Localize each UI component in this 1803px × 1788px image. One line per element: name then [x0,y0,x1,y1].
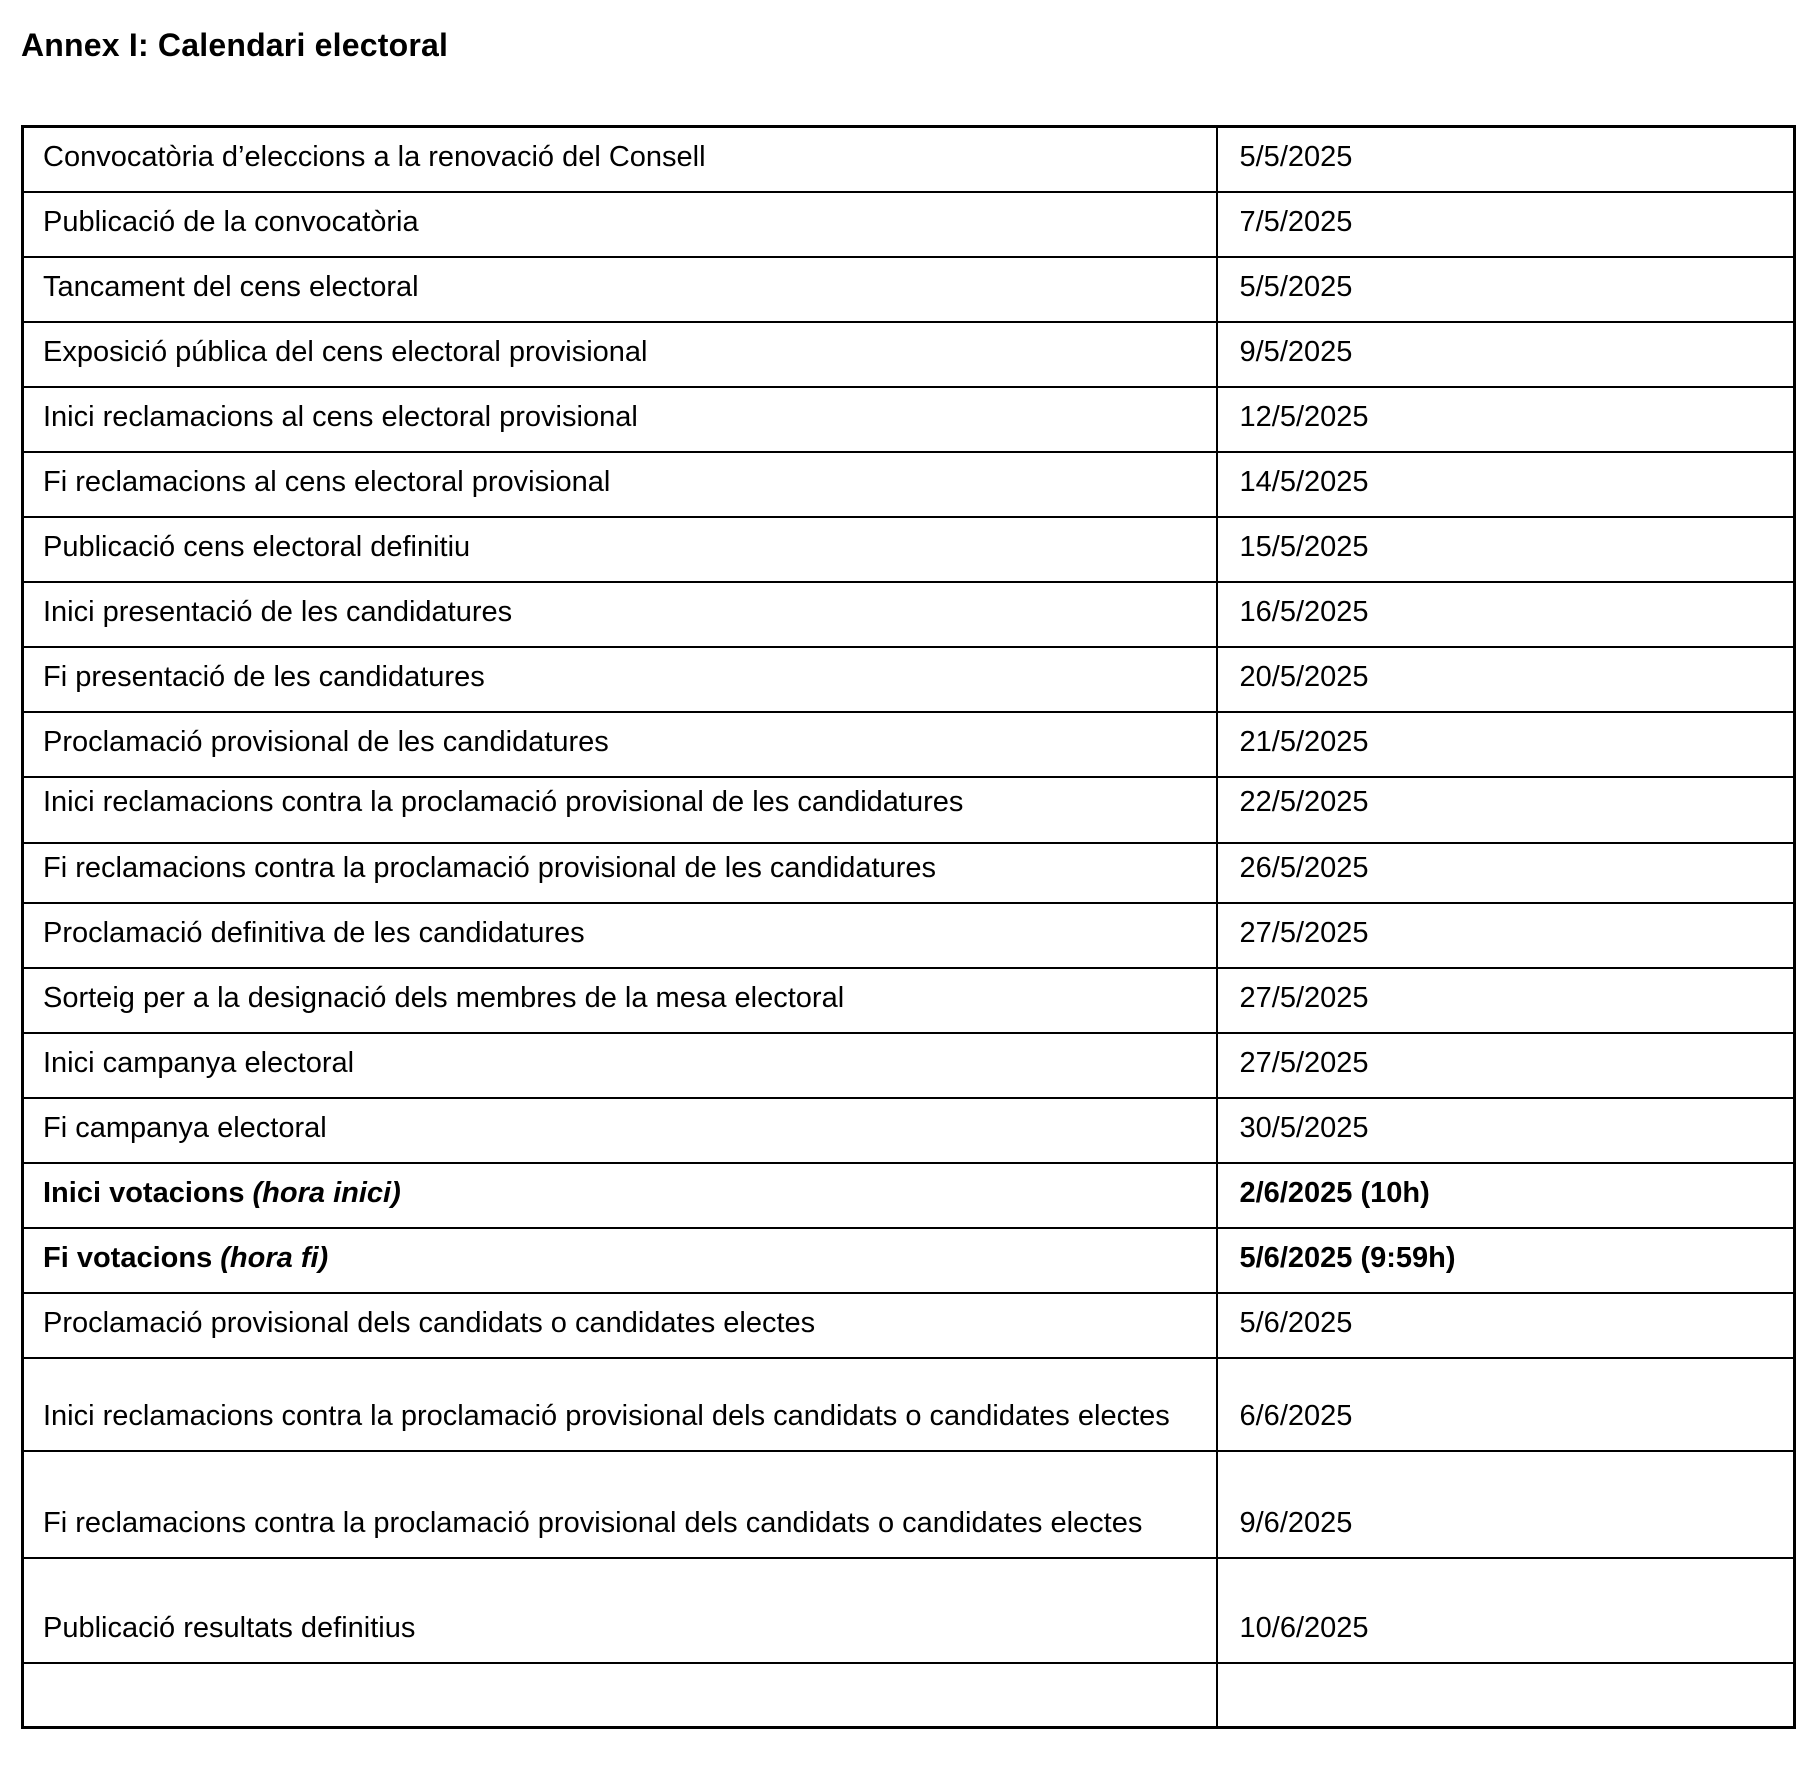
date-value: 9/6/2025 [1239,1506,1353,1539]
table-row [23,127,1795,192]
date-value: 7/5/2025 [1239,205,1353,238]
event-cell [23,127,1217,192]
event-cell [23,257,1217,322]
date-cell [1217,1663,1795,1728]
date-value: 9/5/2025 [1239,335,1353,368]
event-cell [23,1358,1217,1451]
table-row [23,452,1795,517]
table-row [23,647,1795,712]
table-row [23,257,1795,322]
event-cell [23,1098,1217,1163]
event-cell [23,517,1217,582]
date-value: 5/6/2025 (9:59h) [1239,1241,1456,1274]
table-row [23,192,1795,257]
event-label: Fi reclamacions contra la proclamació provisional de les candidatures [43,851,936,884]
date-cell [1217,452,1795,517]
table-row [23,1098,1795,1163]
event-cell [23,843,1217,903]
date-value: 5/5/2025 [1239,140,1353,173]
event-cell [23,582,1217,647]
date-value: 6/6/2025 [1239,1399,1353,1432]
date-cell [1217,1228,1795,1293]
event-label: Proclamació definitiva de les candidatures [43,916,585,949]
date-value: 12/5/2025 [1239,400,1369,433]
table-row [23,968,1795,1033]
table-row [23,712,1795,777]
date-cell [1217,903,1795,968]
table-row [23,1451,1795,1558]
date-cell [1217,387,1795,452]
event-cell [23,777,1217,843]
event-label: Inici votacions [43,1176,245,1209]
event-label: Fi votacions [43,1241,213,1274]
date-cell [1217,1033,1795,1098]
date-value: 10/6/2025 [1239,1611,1369,1644]
date-value: 27/5/2025 [1239,1046,1369,1079]
event-label: Inici presentació de les candidatures [43,595,513,628]
date-cell [1217,1098,1795,1163]
date-value: 2/6/2025 (10h) [1239,1176,1430,1209]
date-value: 30/5/2025 [1239,1111,1369,1144]
date-cell [1217,192,1795,257]
date-value: 20/5/2025 [1239,660,1369,693]
date-value: 21/5/2025 [1239,725,1369,758]
event-cell [23,1293,1217,1358]
date-cell [1217,257,1795,322]
event-cell [23,712,1217,777]
event-cell [23,1163,1217,1228]
date-cell [1217,712,1795,777]
event-label: Fi reclamacions al cens electoral provisional [43,465,611,498]
event-label: Inici reclamacions contra la proclamació provisional de les candidatures [43,785,964,818]
date-value: 22/5/2025 [1239,785,1369,818]
table-row [23,582,1795,647]
date-value: 26/5/2025 [1239,851,1369,884]
date-cell [1217,1358,1795,1451]
table-row [23,387,1795,452]
table-row [23,1293,1795,1358]
event-label: Proclamació provisional de les candidatures [43,725,609,758]
table-row [23,903,1795,968]
date-cell [1217,1451,1795,1558]
event-label: Inici campanya electoral [43,1046,355,1079]
table-row [23,1163,1795,1228]
event-label-italic: (hora fi) [220,1241,329,1274]
event-label: Tancament del cens electoral [43,270,419,303]
event-label: Publicació resultats definitius [43,1611,416,1644]
table-row [23,777,1795,843]
date-value: 5/5/2025 [1239,270,1353,303]
date-value: 15/5/2025 [1239,530,1369,563]
event-label-italic: (hora inici) [252,1176,401,1209]
event-cell [23,387,1217,452]
event-label: Convocatòria d’eleccions a la renovació del Consell [43,140,706,173]
table-row [23,1228,1795,1293]
event-cell [23,903,1217,968]
table-row [23,1663,1795,1728]
event-label: Inici reclamacions al cens electoral provisional [43,400,638,433]
event-label: Fi presentació de les candidatures [43,660,485,693]
date-cell [1217,968,1795,1033]
event-label: Sorteig per a la designació dels membres de la mesa electoral [43,981,845,1014]
table-row [23,1358,1795,1451]
date-value: 27/5/2025 [1239,981,1369,1014]
event-cell [23,1558,1217,1663]
date-cell [1217,843,1795,903]
event-cell [23,192,1217,257]
event-label: Fi campanya electoral [43,1111,327,1144]
table-row [23,322,1795,387]
event-cell [23,1228,1217,1293]
event-label: Proclamació provisional dels candidats o candidates electes [43,1306,816,1339]
page-title: Annex I: Calendari electoral [21,27,449,63]
date-cell [1217,1163,1795,1228]
table-row [23,843,1795,903]
date-cell [1217,777,1795,843]
table-row [23,517,1795,582]
table-row [23,1558,1795,1663]
event-cell [23,1033,1217,1098]
event-cell [23,968,1217,1033]
event-cell [23,1663,1217,1728]
date-cell [1217,647,1795,712]
date-cell [1217,1293,1795,1358]
event-label: Fi reclamacions contra la proclamació provisional dels candidats o candidates electes [43,1506,1143,1539]
date-cell [1217,517,1795,582]
event-label: Publicació de la convocatòria [43,205,419,238]
date-value: 27/5/2025 [1239,916,1369,949]
event-cell [23,322,1217,387]
electoral-calendar-table [21,125,1796,1729]
date-cell [1217,127,1795,192]
event-label: Inici reclamacions contra la proclamació provisional dels candidats o candidates electes [43,1399,1170,1432]
calendar-table-body [23,127,1795,1728]
date-cell [1217,1558,1795,1663]
event-cell [23,647,1217,712]
event-cell [23,452,1217,517]
table-row [23,1033,1795,1098]
date-value: 5/6/2025 [1239,1306,1353,1339]
event-label: Exposició pública del cens electoral provisional [43,335,648,368]
date-cell [1217,582,1795,647]
date-value: 14/5/2025 [1239,465,1369,498]
event-cell [23,1451,1217,1558]
date-cell [1217,322,1795,387]
event-label: Publicació cens electoral definitiu [43,530,471,563]
date-value: 16/5/2025 [1239,595,1369,628]
